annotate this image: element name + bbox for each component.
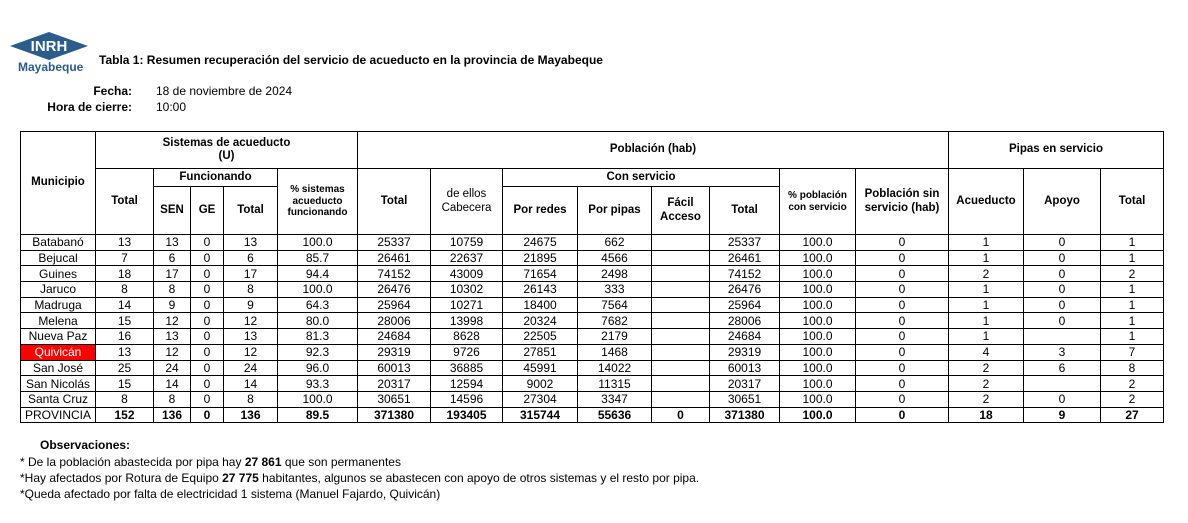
cell-cstotal: 26476: [710, 282, 780, 298]
cell-cabecera: 10302: [431, 282, 503, 298]
cell-ge: 0: [191, 360, 224, 376]
header-por-pipas: Por pipas: [578, 187, 652, 235]
cell-pctpob: 100.0: [780, 266, 856, 282]
header-ge: GE: [191, 187, 224, 235]
cell-acueducto: 2: [949, 391, 1024, 407]
cell-ptotal: 26476: [358, 282, 431, 298]
cell-ptotal: 371380: [358, 407, 431, 423]
cell-ptotal: 29319: [358, 344, 431, 360]
cell-sen: 12: [154, 344, 191, 360]
cell-redes: 24675: [503, 235, 578, 251]
cell-apoyo: [1024, 329, 1101, 345]
cell-cabecera: 13998: [431, 313, 503, 329]
cell-sin: 0: [856, 266, 949, 282]
header-pipas: Pipas en servicio: [949, 132, 1164, 169]
cell-sin: 0: [856, 297, 949, 313]
cell-pct: 100.0: [278, 282, 358, 298]
header-funcionando: Funcionando: [154, 169, 278, 187]
cell-redes: 45991: [503, 360, 578, 376]
cell-sin: 0: [856, 407, 949, 423]
cell-sin: 0: [856, 360, 949, 376]
cell-facil: [652, 344, 710, 360]
cell-cabecera: 22637: [431, 250, 503, 266]
cell-sin: 0: [856, 329, 949, 345]
cell-apoyo: 0: [1024, 282, 1101, 298]
cell-ge: 0: [191, 297, 224, 313]
cell-acueducto: 1: [949, 329, 1024, 345]
cell-sin: 0: [856, 344, 949, 360]
cell-pipas: 14022: [578, 360, 652, 376]
cell-facil: [652, 360, 710, 376]
cell-pctpob: 100.0: [780, 313, 856, 329]
cell-cstotal: 28006: [710, 313, 780, 329]
cell-pipas: 333: [578, 282, 652, 298]
cell-total: 15: [96, 376, 154, 392]
cell-facil: [652, 266, 710, 282]
cell-apoyo: 6: [1024, 360, 1101, 376]
cell-sin: 0: [856, 235, 949, 251]
cell-redes: 9002: [503, 376, 578, 392]
cell-ftotal: 17: [224, 266, 278, 282]
cell-redes: 21895: [503, 250, 578, 266]
cell-ge: 0: [191, 376, 224, 392]
cell-pct: 85.7: [278, 250, 358, 266]
cell-pctpob: 100.0: [780, 250, 856, 266]
cell-acueducto: 2: [949, 266, 1024, 282]
cell-pct: 64.3: [278, 297, 358, 313]
table-row: [21, 282, 1164, 298]
cell-sin: 0: [856, 391, 949, 407]
cell-ptotal: 26461: [358, 250, 431, 266]
cell-facil: [652, 235, 710, 251]
cell-pipastotal: 2: [1101, 376, 1164, 392]
logo-subtitle: Mayabeque: [18, 60, 84, 74]
cell-ptotal: 25337: [358, 235, 431, 251]
cell-ge: 0: [191, 313, 224, 329]
cell-pipastotal: 7: [1101, 344, 1164, 360]
cell-pipastotal: 27: [1101, 407, 1164, 423]
cell-pct: 96.0: [278, 360, 358, 376]
cell-acueducto: 1: [949, 297, 1024, 313]
cell-cstotal: 25337: [710, 235, 780, 251]
total-row: [21, 407, 1164, 423]
table-row: [21, 235, 1164, 251]
cell-ftotal: 13: [224, 235, 278, 251]
cell-total: 18: [96, 266, 154, 282]
cell-pctpob: 100.0: [780, 391, 856, 407]
cell-apoyo: [1024, 376, 1101, 392]
cell-total: 13: [96, 344, 154, 360]
cell-pctpob: 100.0: [780, 344, 856, 360]
cell-municipio: Bejucal: [21, 250, 96, 266]
observacion-1: * De la población abastecida por pipa hay 27 861 que son permanentes: [20, 455, 401, 469]
header-func-total: Total: [224, 187, 278, 235]
header-pct-poblacion: % población con servicio: [780, 169, 856, 235]
cell-cstotal: 30651: [710, 391, 780, 407]
cell-municipio: PROVINCIA: [21, 407, 96, 423]
cell-sen: 13: [154, 329, 191, 345]
cell-apoyo: 0: [1024, 235, 1101, 251]
header-con-servicio: Con servicio: [503, 169, 780, 187]
cell-pipastotal: 8: [1101, 360, 1164, 376]
cell-ge: 0: [191, 344, 224, 360]
cell-ptotal: 25964: [358, 297, 431, 313]
cell-acueducto: 18: [949, 407, 1024, 423]
cell-acueducto: 1: [949, 313, 1024, 329]
cell-facil: [652, 282, 710, 298]
cell-ptotal: 30651: [358, 391, 431, 407]
cell-cabecera: 10271: [431, 297, 503, 313]
cell-pct: 81.3: [278, 329, 358, 345]
fecha-label: Fecha:: [93, 84, 132, 98]
cell-pct: 94.4: [278, 266, 358, 282]
table-row: [21, 266, 1164, 282]
cell-facil: [652, 297, 710, 313]
cell-total: 25: [96, 360, 154, 376]
cell-apoyo: 0: [1024, 391, 1101, 407]
header-poblacion: Población (hab): [358, 132, 949, 169]
cell-pipas: 2498: [578, 266, 652, 282]
cell-pct: 100.0: [278, 235, 358, 251]
cell-ftotal: 12: [224, 313, 278, 329]
cell-ge: 0: [191, 266, 224, 282]
cell-ge: 0: [191, 329, 224, 345]
cell-sen: 136: [154, 407, 191, 423]
cell-apoyo: 3: [1024, 344, 1101, 360]
header-pct-sistemas: % sistemas acueducto funcionando: [278, 169, 358, 235]
cell-redes: 22505: [503, 329, 578, 345]
cell-ptotal: 20317: [358, 376, 431, 392]
cell-pipastotal: 2: [1101, 391, 1164, 407]
cell-cstotal: 371380: [710, 407, 780, 423]
cell-redes: 27304: [503, 391, 578, 407]
cell-cstotal: 25964: [710, 297, 780, 313]
table-row: [21, 313, 1164, 329]
cell-apoyo: 0: [1024, 313, 1101, 329]
cell-pipas: 2179: [578, 329, 652, 345]
cell-cabecera: 193405: [431, 407, 503, 423]
cell-cstotal: 24684: [710, 329, 780, 345]
cell-ptotal: 28006: [358, 313, 431, 329]
cell-pctpob: 100.0: [780, 329, 856, 345]
cell-pipas: 11315: [578, 376, 652, 392]
cell-pctpob: 100.0: [780, 360, 856, 376]
cell-sen: 17: [154, 266, 191, 282]
cell-cabecera: 9726: [431, 344, 503, 360]
cell-pipastotal: 1: [1101, 313, 1164, 329]
hora-value: 10:00: [156, 100, 187, 114]
cell-total: 16: [96, 329, 154, 345]
cell-municipio: Quivicán: [21, 344, 96, 360]
cell-pctpob: 100.0: [780, 407, 856, 423]
cell-pctpob: 100.0: [780, 376, 856, 392]
cell-municipio: Guines: [21, 266, 96, 282]
cell-sen: 8: [154, 391, 191, 407]
cell-apoyo: 0: [1024, 266, 1101, 282]
cell-acueducto: 2: [949, 376, 1024, 392]
cell-ftotal: 8: [224, 391, 278, 407]
cell-total: 7: [96, 250, 154, 266]
cell-municipio: San José: [21, 360, 96, 376]
cell-ge: 0: [191, 391, 224, 407]
cell-sen: 24: [154, 360, 191, 376]
header-poblacion-total: Total: [358, 169, 431, 235]
cell-municipio: Madruga: [21, 297, 96, 313]
cell-redes: 315744: [503, 407, 578, 423]
cell-facil: [652, 391, 710, 407]
cell-pipastotal: 1: [1101, 282, 1164, 298]
fecha-value: 18 de noviembre de 2024: [156, 84, 293, 98]
cell-sen: 8: [154, 282, 191, 298]
cell-sin: 0: [856, 313, 949, 329]
cell-pct: 93.3: [278, 376, 358, 392]
observacion-2: *Hay afectados por Rotura de Equipo 27 775 habitantes, algunos se abastecen con apoyo de otros sistemas y el resto por pipa.: [20, 471, 700, 485]
header-por-redes: Por redes: [503, 187, 578, 235]
cell-pipastotal: 1: [1101, 235, 1164, 251]
cell-cabecera: 43009: [431, 266, 503, 282]
cell-redes: 27851: [503, 344, 578, 360]
cell-redes: 71654: [503, 266, 578, 282]
cell-ftotal: 12: [224, 344, 278, 360]
cell-pipastotal: 1: [1101, 329, 1164, 345]
cell-ge: 0: [191, 282, 224, 298]
cell-acueducto: 4: [949, 344, 1024, 360]
cell-cstotal: 20317: [710, 376, 780, 392]
cell-apoyo: 0: [1024, 297, 1101, 313]
cell-cstotal: 60013: [710, 360, 780, 376]
cell-sin: 0: [856, 376, 949, 392]
cell-cabecera: 8628: [431, 329, 503, 345]
logo-text: INRH: [30, 38, 68, 55]
cell-facil: [652, 250, 710, 266]
cell-sin: 0: [856, 250, 949, 266]
cell-acueducto: 1: [949, 235, 1024, 251]
cell-pipas: 55636: [578, 407, 652, 423]
cell-pct: 92.3: [278, 344, 358, 360]
observaciones-heading: Observaciones:: [40, 438, 131, 452]
table-row: [21, 391, 1164, 407]
cell-pct: 100.0: [278, 391, 358, 407]
cell-total: 152: [96, 407, 154, 423]
header-facil-acceso: Fácil Acceso: [652, 187, 710, 235]
cell-ptotal: 74152: [358, 266, 431, 282]
cell-pipas: 3347: [578, 391, 652, 407]
cell-pipas: 7564: [578, 297, 652, 313]
cell-ftotal: 136: [224, 407, 278, 423]
cell-facil: 0: [652, 407, 710, 423]
cell-cstotal: 26461: [710, 250, 780, 266]
cell-pctpob: 100.0: [780, 235, 856, 251]
cell-pct: 80.0: [278, 313, 358, 329]
cell-acueducto: 2: [949, 360, 1024, 376]
cell-redes: 26143: [503, 282, 578, 298]
cell-apoyo: 0: [1024, 250, 1101, 266]
cell-ftotal: 6: [224, 250, 278, 266]
header-municipio: Municipio: [21, 132, 96, 235]
page-title: Tabla 1: Resumen recuperación del servicio de acueducto en la provincia de Mayabeque: [99, 53, 603, 67]
cell-pipas: 662: [578, 235, 652, 251]
cell-municipio: Batabanó: [21, 235, 96, 251]
cell-sen: 13: [154, 235, 191, 251]
cell-municipio: Jaruco: [21, 282, 96, 298]
header-cabecera: de ellos Cabecera: [431, 169, 503, 235]
table-row: [21, 376, 1164, 392]
cell-municipio: San Nicolás: [21, 376, 96, 392]
cell-ftotal: 14: [224, 376, 278, 392]
header-acueducto: Acueducto: [949, 169, 1024, 235]
cell-total: 13: [96, 235, 154, 251]
cell-ftotal: 13: [224, 329, 278, 345]
table-row: [21, 360, 1164, 376]
cell-pipastotal: 1: [1101, 250, 1164, 266]
cell-cstotal: 74152: [710, 266, 780, 282]
table-row: [21, 329, 1164, 345]
header-apoyo: Apoyo: [1024, 169, 1101, 235]
cell-pctpob: 100.0: [780, 282, 856, 298]
cell-sen: 9: [154, 297, 191, 313]
table-row: [21, 297, 1164, 313]
cell-pipastotal: 1: [1101, 297, 1164, 313]
cell-sen: 12: [154, 313, 191, 329]
header-sin-servicio: Población sin servicio (hab): [856, 169, 949, 235]
cell-redes: 18400: [503, 297, 578, 313]
cell-apoyo: 9: [1024, 407, 1101, 423]
cell-facil: [652, 376, 710, 392]
header-cs-total: Total: [710, 187, 780, 235]
table-row: [21, 344, 1164, 360]
table-row: [21, 250, 1164, 266]
cell-total: 8: [96, 282, 154, 298]
cell-ptotal: 60013: [358, 360, 431, 376]
cell-sin: 0: [856, 282, 949, 298]
header-sen: SEN: [154, 187, 191, 235]
cell-sen: 14: [154, 376, 191, 392]
cell-ge: 0: [191, 235, 224, 251]
cell-cabecera: 12594: [431, 376, 503, 392]
header-sistemas: Sistemas de acueducto (U): [96, 132, 358, 169]
header-sistemas-total: Total: [96, 169, 154, 235]
cell-acueducto: 1: [949, 282, 1024, 298]
cell-acueducto: 1: [949, 250, 1024, 266]
cell-cabecera: 10759: [431, 235, 503, 251]
cell-redes: 20324: [503, 313, 578, 329]
cell-total: 14: [96, 297, 154, 313]
hora-label: Hora de cierre:: [47, 100, 132, 114]
cell-cstotal: 29319: [710, 344, 780, 360]
cell-ge: 0: [191, 407, 224, 423]
cell-ftotal: 24: [224, 360, 278, 376]
cell-sen: 6: [154, 250, 191, 266]
cell-facil: [652, 313, 710, 329]
cell-cabecera: 14596: [431, 391, 503, 407]
cell-pipastotal: 2: [1101, 266, 1164, 282]
cell-total: 15: [96, 313, 154, 329]
cell-pct: 89.5: [278, 407, 358, 423]
cell-facil: [652, 329, 710, 345]
cell-total: 8: [96, 391, 154, 407]
cell-ftotal: 8: [224, 282, 278, 298]
cell-ge: 0: [191, 250, 224, 266]
summary-table: [20, 131, 1164, 423]
observacion-3: *Queda afectado por falta de electricidad 1 sistema (Manuel Fajardo, Quivicán): [20, 487, 441, 501]
cell-municipio: Melena: [21, 313, 96, 329]
cell-pipas: 7682: [578, 313, 652, 329]
cell-pipas: 4566: [578, 250, 652, 266]
cell-pipas: 1468: [578, 344, 652, 360]
cell-cabecera: 36885: [431, 360, 503, 376]
cell-municipio: Santa Cruz: [21, 391, 96, 407]
cell-ptotal: 24684: [358, 329, 431, 345]
cell-pctpob: 100.0: [780, 297, 856, 313]
header-pipas-total: Total: [1101, 169, 1164, 235]
cell-ftotal: 9: [224, 297, 278, 313]
cell-municipio: Nueva Paz: [21, 329, 96, 345]
